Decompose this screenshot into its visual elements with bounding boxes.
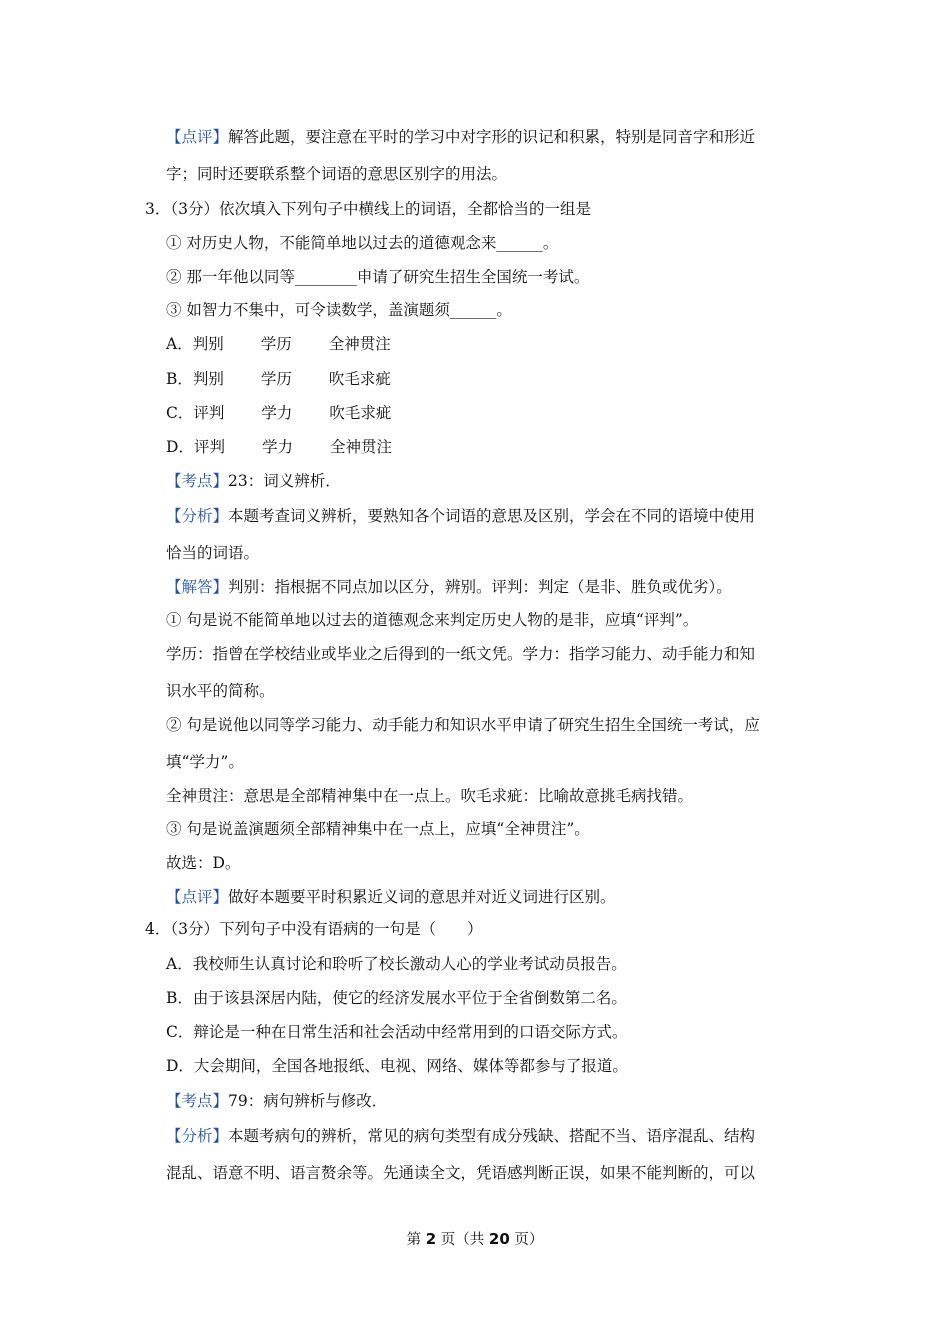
q4-fenxi-line2: 混乱、语意不明、语言赘余等。先通读全文，凭语感判断正误，如果不能判断的，可以 bbox=[166, 1164, 756, 1182]
q3-fenxi-line1: 【分析】本题考查词义辨析，要熟知各个词语的意思及区别，学会在不同的语境中使用 bbox=[166, 507, 756, 525]
prev-comment-line1: 【点评】解答此题，要注意在平时的学习中对字形的识记和积累，特别是同音字和形近 bbox=[166, 128, 756, 146]
q4-fenxi-line1: 【分析】本题考病句的辨析，常见的病句类型有成分残缺、搭配不当、语序混乱、结构 bbox=[166, 1127, 756, 1145]
q3-sentence-2: ② 那一年他以同等________申请了研究生招生全国统一考试。 bbox=[166, 268, 590, 286]
page-number: 2 bbox=[425, 1230, 437, 1248]
jieda-tag: 【解答】 bbox=[166, 578, 229, 596]
q3-jieda-line8: ③ 句是说盖演题须全部精神集中在一点上，应填“全神贯注”。 bbox=[166, 820, 590, 838]
q3-jieda-line3: 学历：指曾在学校结业或毕业之后得到的一纸文凭。学力：指学习能力、动手能力和知 bbox=[166, 645, 756, 663]
question-4-stem: 4．（3分）下列句子中没有语病的一句是（ ） bbox=[145, 920, 483, 938]
question-3-stem: 3．（3分）依次填入下列句子中横线上的词语，全都恰当的一组是 bbox=[145, 200, 591, 218]
q3-option-c: C．评判 学力 吹毛求疵 bbox=[166, 404, 392, 422]
q3-jieda-line7: 全神贯注：意思是全部精神集中在一点上。吹毛求疵：比喻故意挑毛病找错。 bbox=[166, 787, 694, 805]
q4-option-d: D．大会期间，全国各地报纸、电视、网络、媒体等都参与了报道。 bbox=[166, 1057, 628, 1075]
q3-jieda-line9: 故选：D。 bbox=[166, 854, 241, 872]
fenxi-tag: 【分析】 bbox=[166, 1127, 229, 1145]
q3-option-b: B．判别 学历 吹毛求疵 bbox=[166, 370, 391, 388]
q3-sentence-3: ③ 如智力不集中，可令读数学，盖演题须______。 bbox=[166, 301, 512, 319]
q4-option-b: B．由于该县深居内陆，使它的经济发展水平位于全省倒数第二名。 bbox=[166, 989, 627, 1007]
prev-comment-line2: 字；同时还要联系整个词语的意思区别字的用法。 bbox=[166, 165, 508, 183]
q3-option-a: A．判别 学历 全神贯注 bbox=[166, 335, 391, 353]
q3-jieda-line4: 识水平的简称。 bbox=[166, 682, 275, 700]
page-footer: 第 2 页（共 20 页） bbox=[406, 1230, 544, 1248]
q3-jieda-line2: ① 句是说不能简单地以过去的道德观念来判定历史人物的是非，应填“评判”。 bbox=[166, 611, 699, 629]
q4-kaodian: 【考点】79：病句辨析与修改． bbox=[166, 1092, 388, 1110]
q3-dianping: 【点评】做好本题要平时积累近义词的意思并对近义词进行区别。 bbox=[166, 888, 616, 906]
q3-jieda-line6: 填“学力”。 bbox=[166, 753, 244, 771]
q3-kaodian: 【考点】23：词义辨析． bbox=[166, 472, 341, 490]
q3-jieda-line5: ② 句是说他以同等学习能力、动手能力和知识水平申请了研究生招生全国统一考试，应 bbox=[166, 716, 760, 734]
comment-tag: 【点评】 bbox=[166, 128, 229, 146]
q3-sentence-1: ① 对历史人物，不能简单地以过去的道德观念来______。 bbox=[166, 234, 559, 252]
kaodian-tag: 【考点】 bbox=[166, 472, 229, 490]
q4-option-c: C．辩论是一种在日常生活和社会活动中经常用到的口语交际方式。 bbox=[166, 1023, 628, 1041]
q4-option-a: A．我校师生认真讨论和聆听了校长激动人心的学业考试动员报告。 bbox=[166, 955, 627, 973]
q3-jieda-line1: 【解答】判别：指根据不同点加以区分，辨别。评判：判定（是非、胜负或优劣）。 bbox=[166, 578, 732, 596]
q3-fenxi-line2: 恰当的词语。 bbox=[166, 544, 260, 562]
q3-option-d: D．评判 学力 全神贯注 bbox=[166, 438, 392, 456]
kaodian-tag: 【考点】 bbox=[166, 1092, 229, 1110]
fenxi-tag: 【分析】 bbox=[166, 507, 229, 525]
dianping-tag: 【点评】 bbox=[166, 888, 229, 906]
page-total: 20 bbox=[488, 1230, 510, 1248]
